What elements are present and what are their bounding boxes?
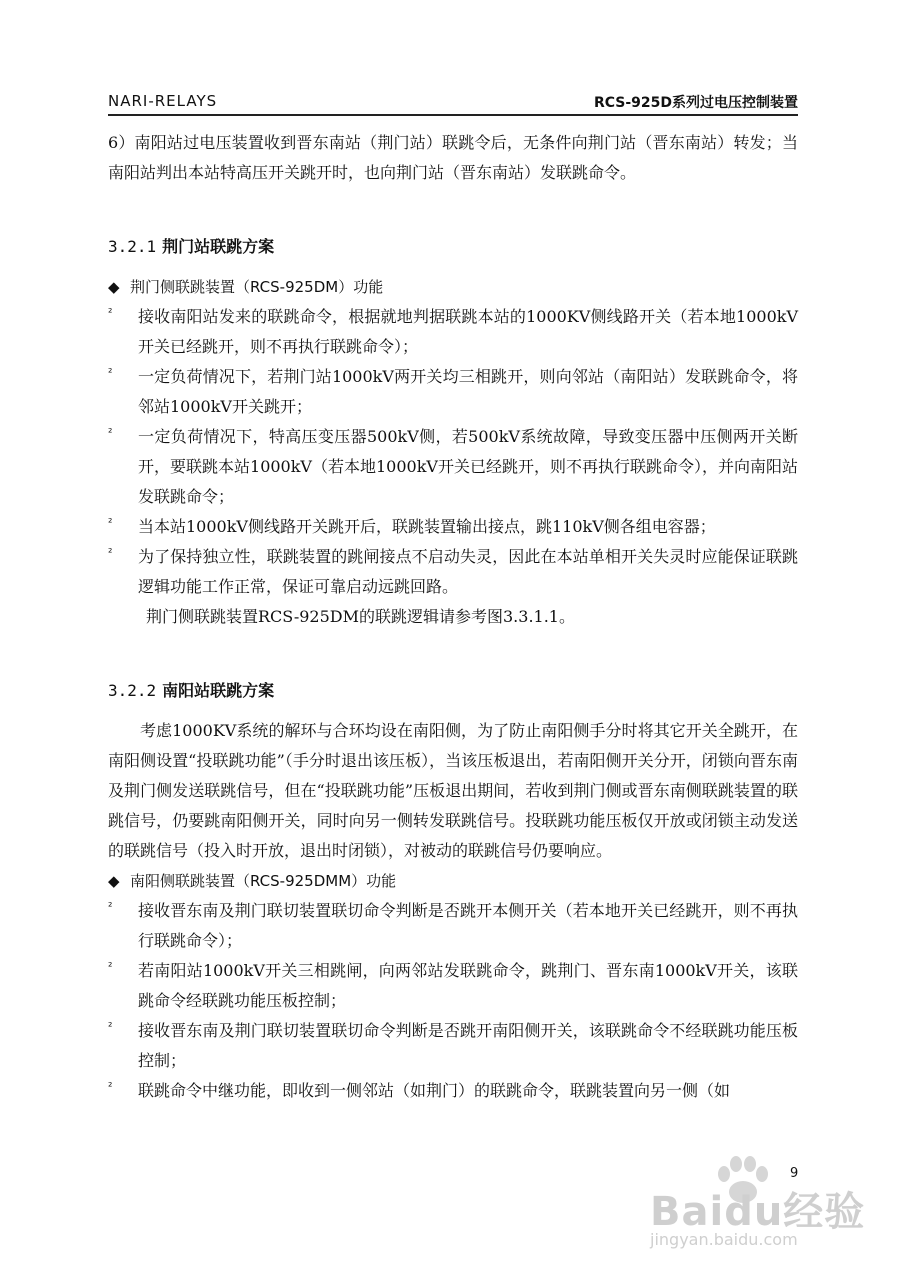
list-item bbox=[108, 896, 798, 956]
section-number: 3.2.2 bbox=[108, 681, 157, 700]
section-heading-3-2-2 bbox=[108, 676, 798, 706]
list-item bbox=[108, 542, 798, 602]
intro-paragraph: 6）南阳站过电压装置收到晋东南站（荆门站）联跳令后，无条件向荆门站（晋东南站）转发；当南阳站判出本站特高压开关跳开时，也向荆门站（晋东南站）发联跳命令。 bbox=[108, 133, 798, 182]
section-title: 荆门站联跳方案 bbox=[162, 237, 275, 256]
page-content bbox=[108, 128, 798, 1106]
list-item bbox=[108, 956, 798, 1016]
list-item-text: 当本站1000kV侧线路开关跳开后，联跳装置输出接点，跳110kV侧各组电容器； bbox=[138, 517, 716, 536]
list-item bbox=[108, 362, 798, 422]
list-item-text: 一定负荷情况下，若荆门站1000kV两开关均三相跳开，则向邻站（南阳站）发联跳命令，将邻站1000kV开关跳开； bbox=[138, 367, 798, 416]
list-item-text: 为了保持独立性，联跳装置的跳闸接点不启动失灵，因此在本站单相开关失灵时应能保证联跳逻辑功能工作正常，保证可靠启动远跳回路。 bbox=[138, 547, 798, 596]
bullet-mark-icon: ² bbox=[108, 516, 113, 529]
header-title: RCS-925D系列过电压控制装置 bbox=[593, 95, 798, 111]
page-header bbox=[108, 88, 798, 116]
bullet-mark-icon: ² bbox=[108, 900, 113, 913]
header-brand: NARI-RELAYS bbox=[108, 92, 218, 110]
list-item-text: 接收晋东南及荆门联切装置联切命令判断是否跳开本侧开关（若本地开关已经跳开，则不再执行联跳命令）； bbox=[138, 901, 798, 950]
feature-heading-text: 荆门侧联跳装置（RCS-925DM）功能 bbox=[130, 278, 384, 296]
bullet-mark-icon: ² bbox=[108, 306, 113, 319]
list-item bbox=[108, 1016, 798, 1076]
feature-heading-text: 南阳侧联跳装置（RCS-925DMM）功能 bbox=[130, 872, 397, 890]
watermark-brand: Baidu经验 bbox=[650, 1189, 866, 1235]
list-item-text: 联跳命令中继功能，即收到一侧邻站（如荆门）的联跳命令，联跳装置向另一侧（如 bbox=[138, 1081, 731, 1100]
list-item bbox=[108, 302, 798, 362]
bullet-mark-icon: ² bbox=[108, 1080, 113, 1093]
section-title: 南阳站联跳方案 bbox=[162, 681, 275, 700]
section-number: 3.2.1 bbox=[108, 237, 157, 256]
bullet-mark-icon: ² bbox=[108, 426, 113, 439]
bullet-mark-icon: ² bbox=[108, 366, 113, 379]
feature-heading bbox=[108, 272, 798, 302]
feature-heading bbox=[108, 866, 798, 896]
section-heading-3-2-1 bbox=[108, 232, 798, 262]
diamond-bullet-icon: ◆ bbox=[108, 872, 120, 890]
bullet-mark-icon: ² bbox=[108, 1020, 113, 1033]
watermark-url: jingyan.baidu.com bbox=[650, 1230, 798, 1249]
diamond-bullet-icon: ◆ bbox=[108, 278, 120, 296]
bullet-mark-icon: ² bbox=[108, 960, 113, 973]
list-item-text: 若南阳站1000kV开关三相跳闸，向两邻站发联跳命令，跳荆门、晋东南1000kV开关，该联跳命令经联跳功能压板控制； bbox=[138, 961, 798, 1010]
section-paragraph: 考虑1000KV系统的解环与合环均设在南阳侧，为了防止南阳侧手分时将其它开关全跳开，在南阳侧设置“投联跳功能”（手分时退出该压板），当该压板退出，若南阳侧开关分开，闭锁向晋东南及荆门侧发送联跳信号，但在“投联跳功能”压板退出期间，若收到荆门侧或晋东南侧联跳装置的联跳信号，仍要跳南阳侧开关，同时向另一侧转发联跳信号。投联跳功能压板仅开放或闭锁主动发送的联跳信号（投入时开放，退出时闭锁），对被动的联跳信号仍要响应。 bbox=[108, 721, 798, 860]
page-number: 9 bbox=[790, 1166, 799, 1181]
list-item bbox=[108, 1076, 798, 1106]
figure-reference: 荆门侧联跳装置RCS-925DM的联跳逻辑请参考图3.3.1.1。 bbox=[146, 607, 575, 626]
list-item bbox=[108, 422, 798, 512]
bullet-mark-icon: ² bbox=[108, 546, 113, 559]
list-item-text: 一定负荷情况下，特高压变压器500kV侧，若500kV系统故障，导致变压器中压侧两开关断开，要联跳本站1000kV（若本地1000kV开关已经跳开，则不再执行联跳命令），并向南阳站发联跳命令； bbox=[138, 427, 798, 506]
baidu-watermark bbox=[640, 1180, 870, 1270]
list-item-text: 接收晋东南及荆门联切装置联切命令判断是否跳开南阳侧开关，该联跳命令不经联跳功能压板控制； bbox=[138, 1021, 798, 1070]
list-item bbox=[108, 512, 798, 542]
list-item-text: 接收南阳站发来的联跳命令，根据就地判据联跳本站的1000KV侧线路开关（若本地1000kV开关已经跳开，则不再执行联跳命令）； bbox=[138, 307, 798, 356]
